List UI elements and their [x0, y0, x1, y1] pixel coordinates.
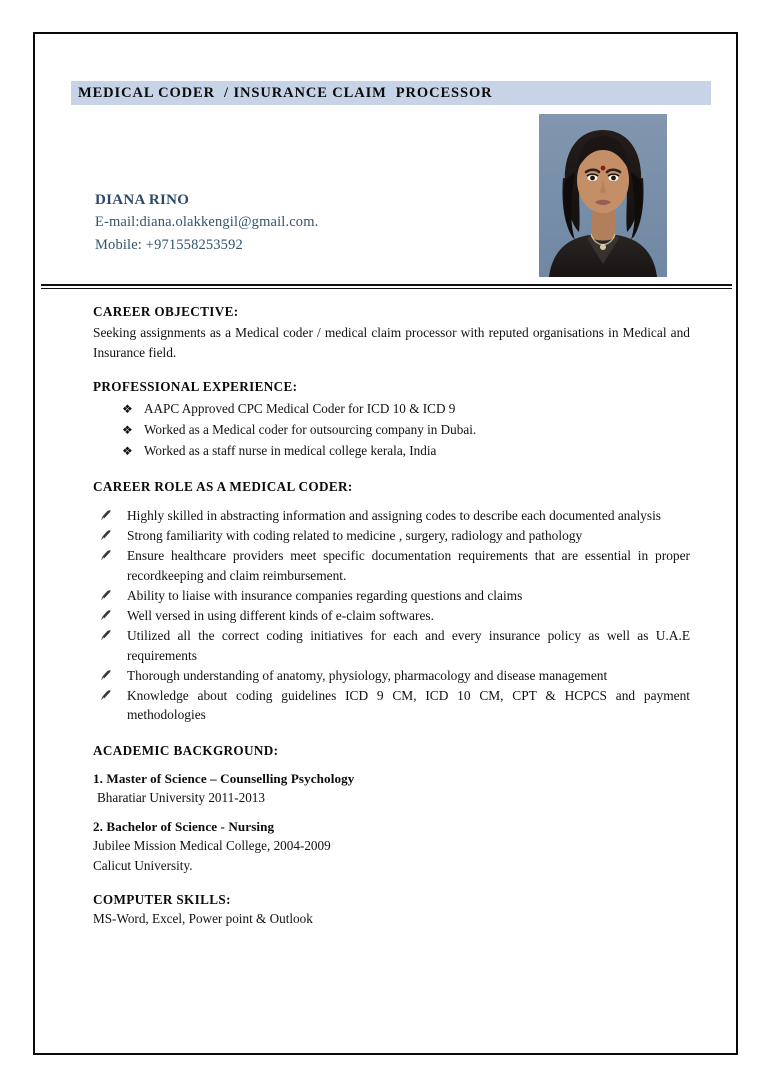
list-item-text: Worked as a Medical coder for outsourcing company in Dubai.: [144, 422, 477, 437]
list-item: [93, 606, 690, 626]
education-detail: Bharatiar University 2011-2013: [97, 789, 265, 805]
list-item: [93, 686, 690, 725]
list-item: [93, 506, 690, 526]
academic-background-heading: ACADEMIC BACKGROUND:: [93, 742, 279, 758]
professional-experience-list: [93, 399, 693, 461]
list-item-text: Worked as a staff nurse in medical college kerala, India: [144, 443, 437, 458]
spacer: [93, 759, 693, 771]
pen-nib-icon: [100, 629, 112, 641]
list-item: [93, 666, 690, 686]
list-item: [122, 420, 693, 440]
spacer: [93, 726, 693, 743]
pen-nib-icon: [100, 589, 112, 601]
divider-line-top: [41, 284, 732, 286]
education-entry: [93, 819, 693, 875]
list-item-text: Ability to liaise with insurance companies regarding questions and claims: [127, 587, 523, 603]
section-career-objective: [93, 304, 693, 362]
diamond-bullet-icon: ❖: [122, 401, 133, 416]
list-item: [93, 526, 690, 546]
list-item: [93, 546, 690, 585]
pen-nib-icon: [100, 689, 112, 701]
education-entry: [93, 771, 693, 807]
spacer: [93, 362, 693, 379]
candidate-name: DIANA RINO: [95, 192, 190, 208]
pen-nib-icon: [100, 609, 112, 621]
page-title: MEDICAL CODER / INSURANCE CLAIM PROCESSOR: [78, 84, 493, 101]
profile-photo: [539, 114, 667, 277]
pen-nib-icon: [100, 529, 112, 541]
spacer: [93, 875, 693, 892]
section-career-role: [93, 479, 693, 725]
professional-experience-heading: PROFESSIONAL EXPERIENCE:: [93, 379, 298, 394]
list-item: [122, 441, 693, 461]
education-detail: Calicut University.: [93, 857, 193, 873]
spacer: [93, 807, 693, 819]
career-role-heading: CAREER ROLE AS A MEDICAL CODER:: [93, 479, 353, 494]
resume-page: [33, 32, 738, 1055]
pen-nib-icon: [100, 669, 112, 681]
list-item-text: Well versed in using different kinds of e-claim softwares.: [127, 607, 434, 623]
resume-body: [93, 304, 693, 928]
education-title: 2. Bachelor of Science - Nursing: [93, 818, 275, 834]
list-item-text: Utilized all the correct coding initiatives for each and every insurance policy as well as U.A.E requirements: [127, 628, 690, 663]
contact-block: [95, 190, 318, 257]
list-item-text: Knowledge about coding guidelines ICD 9 CM, ICD 10 CM, CPT & HCPCS and payment methodologies: [127, 687, 690, 723]
computer-skills-heading: COMPUTER SKILLS:: [93, 891, 231, 907]
career-role-list: [93, 506, 693, 725]
list-item-text: AAPC Approved CPC Medical Coder for ICD 10 & ICD 9: [144, 401, 456, 416]
list-item: [93, 586, 690, 606]
profile-photo-image: [539, 114, 667, 277]
divider-line-bottom: [41, 288, 732, 290]
section-professional-experience: [93, 379, 693, 461]
computer-skills-text: MS-Word, Excel, Power point & Outlook: [93, 910, 313, 926]
list-item: [122, 399, 693, 419]
spacer: [93, 462, 693, 479]
list-item: [93, 626, 690, 665]
list-item-text: Strong familiarity with coding related to medicine , surgery, radiology and pathology: [127, 528, 583, 544]
header-banner: [71, 81, 711, 105]
section-computer-skills: [93, 892, 693, 928]
mobile-line[interactable]: Mobile: +971558253592: [95, 237, 243, 253]
diamond-bullet-icon: ❖: [122, 443, 133, 458]
education-detail: Jubilee Mission Medical College, 2004-2009: [93, 837, 331, 853]
pen-nib-icon: [100, 509, 112, 521]
list-item-text: Ensure healthcare providers meet specific documentation requirements that are essential in proper recordkeeping and claim reimbursement.: [127, 548, 690, 583]
career-objective-heading: CAREER OBJECTIVE:: [93, 304, 239, 319]
list-item-text: Highly skilled in abstracting information and assigning codes to describe each documented analysis: [127, 508, 662, 523]
pen-nib-icon: [100, 549, 112, 561]
section-academic-background: [93, 743, 693, 875]
email-line[interactable]: E-mail:diana.olakkengil@gmail.com.: [95, 214, 319, 230]
section-divider: [41, 284, 732, 289]
education-title: 1. Master of Science – Counselling Psychology: [93, 770, 355, 786]
career-objective-text: Seeking assignments as a Medical coder / medical claim processor with reputed organisations in Medical and Insurance field.: [93, 325, 690, 360]
diamond-bullet-icon: ❖: [122, 422, 133, 437]
list-item-text: Thorough understanding of anatomy, physiology, pharmacology and disease management: [127, 667, 608, 683]
